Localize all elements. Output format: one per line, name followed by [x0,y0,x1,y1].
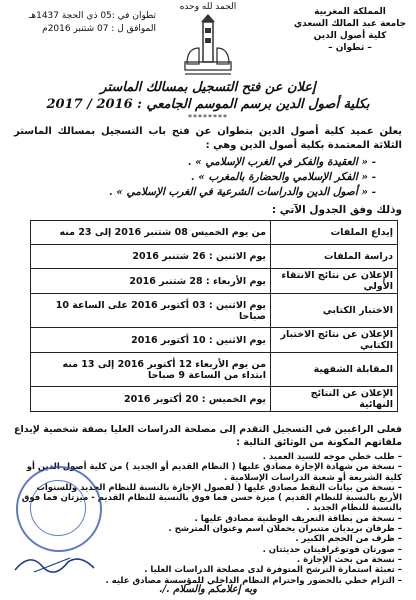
kingdom-name: المملكة المغربية [314,7,386,17]
stage-cell: إيداع الملفات [271,221,398,245]
stamp-inner-ring [30,480,86,536]
date-cell: من يوم الخميس 08 شتنبر 2016 إلى 23 منه [31,221,271,245]
date-gregorian: الموافق ل : 07 شتنبر 2016م [42,24,156,34]
announcement-subtitle: بكلية أصول الدين برسم الموسم الجامعي : 2016 / 2017 [46,97,370,112]
institution-header [290,6,410,54]
master-item: - « الفكر الإسلامي والحضارة بالمغرب » . [190,171,376,183]
table-row [31,245,398,269]
list-item: – تعبئة استمارة الترشح المتوفرة لدى مصلحة الدراسات العليا . [144,565,402,576]
table-row [31,387,398,412]
table-row [31,294,398,328]
list-item: – نسخة من بطاقة التعريف الوطنية مصادق عليها . [194,513,402,524]
date-cell: يوم الاثنين : 10 أكتوبر 2016 [31,328,271,353]
signature-icon [10,548,100,578]
stage-cell: دراسة الملفات [271,245,398,269]
faculty-logo-icon [183,14,233,76]
masters-list [30,155,376,200]
list-item: – ظرف من الحجم الكبير . [295,534,402,545]
list-item: – طلب خطي موجه للسيد العميد . [262,452,402,462]
intro-paragraph: يعلن عميد كلية أصول الدين بتطوان عن فتح باب التسجيل بمسالك الماستر الثلاثة المعتمدة بكلية أصول الدين وهي : [14,126,402,151]
stage-cell: الاختبار الكتابي [271,294,398,328]
official-stamp [16,466,102,552]
faculty-name: كلية أصول الدين [313,31,387,41]
basmala: الحمد لله وحده [179,2,237,12]
university-name: جامعة عبد المالك السعدي [293,19,407,29]
stage-cell: الإعلان عن نتائج الانتقاء الأولي [271,269,398,294]
list-item: – نسخة من بيانات النقط مصادق عليها ( لفصول الإجازة بالنسبة للنظام الجديد وللسنوات الأربع بالنسبة للنظام القديم ) ميزة حسن فما فوق بالنسبة للنظام القديم - ميزتان فما فوق بالنسبة للنظام الجديد . [21,482,402,514]
city-name: – تطوان – [328,43,372,53]
table-row [31,353,398,387]
announcement-title: إعلان عن فتح التسجيل بمسالك الماستر [100,80,316,95]
stage-cell: المقابلة الشفهية [271,353,398,387]
date-header [6,10,156,36]
date-cell: يوم الخميس : 20 أكتوبر 2016 [31,387,271,412]
list-item: – التزام خطي بالحضور واحترام النظام الداخلي للمؤسسة مصادق عليه . [105,575,402,586]
requirements-intro: فعلى الراغبين في التسجيل التقدم إلى مصلحة الدراسات العليا بصفة شخصية لإيداع ملفاتهم المكونة من الوثائق التالية : [14,424,402,448]
stage-cell: الإعلان عن نتائج الاختبار الكتابي [271,328,398,353]
table-row [31,221,398,245]
table-intro: وذلك وفق الجدول الآتي : [271,204,402,216]
table-row [31,328,398,353]
schedule-table [30,220,398,412]
list-item: – صورتان فوتوغرافيتان حديثتان . [262,544,402,555]
master-item: - « أصول الدين والدراسات الشرعية في الغرب الإسلامي » . [108,186,376,198]
date-cell: يوم الاثنين : 26 شتنبر 2016 [31,245,271,269]
stage-cell: الإعلان عن النتائج النهائية [271,387,398,412]
list-item: – نسخة من بحث الإجازة . [296,554,402,565]
closing-line: وبه إعلامكم والسلام ./. [158,584,257,595]
date-cell: يوم الأربعاء : 28 شتنبر 2016 [31,269,271,294]
date-cell: يوم الاثنين : 03 أكتوبر 2016 على الساعة 10 صباحا [31,294,271,328]
master-item: - « العقيدة والفكر في الغرب الإسلامي » . [187,156,376,168]
table-row [31,269,398,294]
date-cell: من يوم الأربعاء 12 أكتوبر 2016 إلى 13 منه ابتداء من الساعة 9 صباحا [31,353,271,387]
list-item: – نسخة من شهادة الإجازة مصادق عليها ( النظام القديم أو الجديد ) من كلية أصول الدين أو كلية الشريعة أو شعبة الدراسات الإسلامية . [26,462,402,483]
date-hijri: تطوان في :05 ذي الحجة 1437هـ [28,11,156,21]
title-separator: ******** [188,113,228,122]
list-item: – ظرفان بريديان متنبران يحملان اسم وعنوان المترشح . [168,524,402,535]
